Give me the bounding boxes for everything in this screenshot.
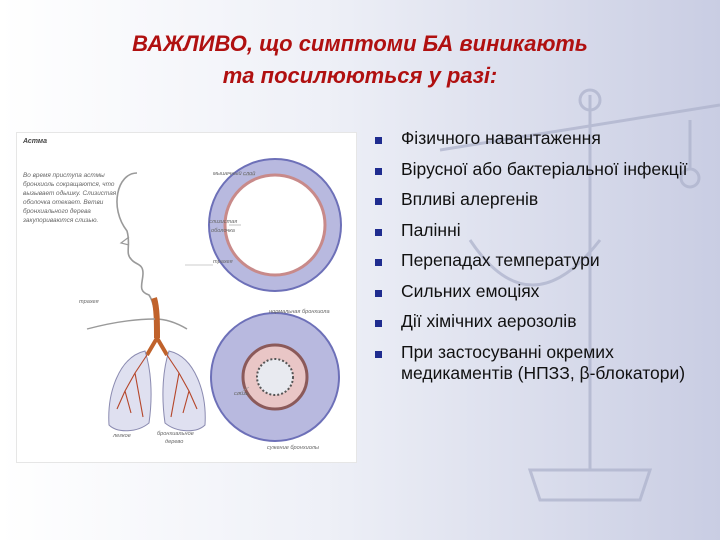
list-item [372,189,702,211]
square-bullet-icon [375,290,382,297]
list-item-text: Сильних емоціях [401,280,540,301]
list-item-text: Перепадах температури [401,250,600,270]
square-bullet-icon [375,351,382,358]
label-mucosa-2: оболочка [211,228,235,234]
label-bronchial-tree-1: бронхиальное [157,431,194,437]
list-item [372,128,702,150]
label-lung: легкое [113,433,131,439]
bronchi-shape [147,338,167,355]
label-mucosa-1: слизистая [209,219,238,225]
square-bullet-icon [375,168,382,175]
list-item-text: Фізичного навантаження [401,128,601,148]
list-item-text: Впливі алергенів [401,189,539,209]
list-item-text: Вірусної або бактеріальної інфекції [401,158,688,179]
square-bullet-icon [375,198,382,205]
list-item [372,220,702,242]
asthma-illustration [17,133,356,462]
mucus-plug [257,359,293,395]
label-narrowed-bronchiole: сужение бронхиолы [267,445,320,451]
label-bronchial-tree-2: дерево [165,439,184,445]
label-muscle: мышечный слой [213,171,256,177]
right-lung [163,351,205,431]
trachea-shape [154,298,157,338]
square-bullet-icon [375,229,382,236]
list-item-text: Дії хімічних аерозолів [401,311,577,331]
head-profile [117,173,187,329]
slide-title [40,28,680,92]
list-item-text: Палінні [401,219,461,240]
title-line-1: ВАЖЛИВО, що симптоми БА виникають [132,31,588,56]
trigger-list [372,128,702,394]
shoulder-outline [87,319,155,329]
square-bullet-icon [375,259,382,266]
label-mucus: слизь [234,391,249,397]
square-bullet-icon [375,137,382,144]
label-normal-bronchiole: нормальная бронхиола [269,309,330,315]
left-lung [109,351,151,431]
square-bullet-icon [375,320,382,327]
list-item [372,281,702,303]
figure-header: Астма [23,138,47,145]
figure-description: Во время приступа астмы бронхиоль сокращаются, что вызывает одышку. Слизистая оболочка отекает. Ветви бронхиального дерева закупориваются слизью. [23,172,117,224]
list-item [372,159,702,181]
list-item [372,250,702,272]
list-item [372,311,702,333]
list-item-text: При застосуванні окремих медикаментів (НПЗЗ, β-блокатори) [401,341,686,383]
list-item [372,342,702,385]
label-trachea-top: трахея [213,259,233,265]
title-line-2: та посилюються у разі: [222,63,498,88]
label-trachea-left: трахея [79,299,99,305]
